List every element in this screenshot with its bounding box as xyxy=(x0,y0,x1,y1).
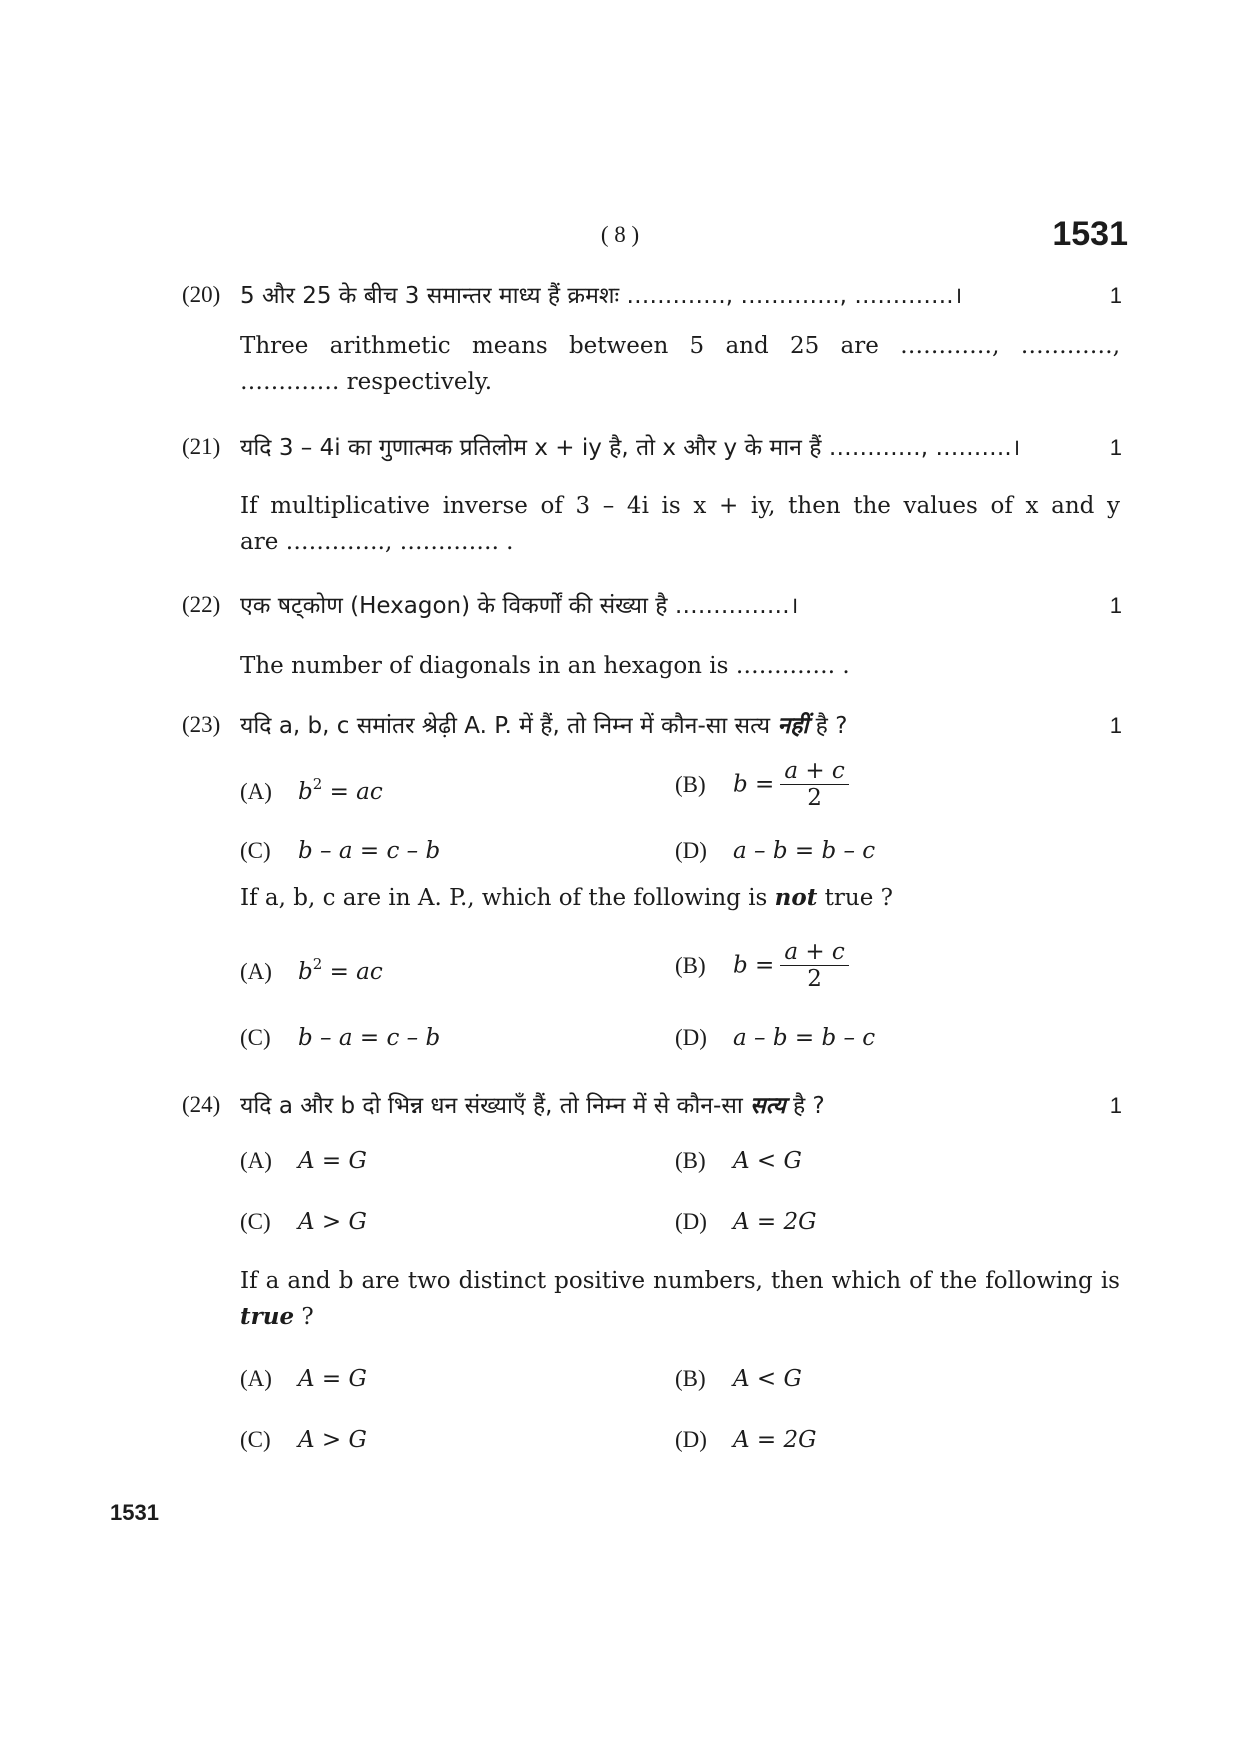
q23-english-emphasis: not xyxy=(774,884,818,911)
q24-english-line-1: If a and b are two distinct positive numbers, then which of the following is xyxy=(240,1268,1120,1294)
q24-hi-option-b: (B) A < G xyxy=(675,1148,802,1174)
q23-hi-option-b: (B) b = $\frac{a + c}{2}$ xyxy=(675,758,849,811)
q24-marks: 1 xyxy=(1109,1093,1122,1118)
q23-hi-option-d: (D) a – b = b – c xyxy=(675,838,876,864)
page-number: ( 8 ) xyxy=(600,222,640,247)
q23-en-option-c: (C) b – a = c – b xyxy=(240,1025,441,1051)
q24-en-option-b: (B) A < G xyxy=(675,1366,802,1392)
q24-hi-option-d: (D) A = 2G xyxy=(675,1209,817,1235)
q23-en-option-a: (A) $b^2$ = ac xyxy=(240,955,383,985)
q23-en-option-d: (D) a – b = b – c xyxy=(675,1025,876,1051)
q23-en-option-b: (B) b = $\frac{a + c}{2}$ xyxy=(675,939,849,992)
q20-hindi-text: 5 और 25 के बीच 3 समान्तर माध्य हैं क्रमशः …………., …………., ………….। xyxy=(240,283,963,309)
q20-english-line-1: Three arithmetic means between 5 and 25 are …………, …………, xyxy=(240,333,1120,359)
paper-code-header: 1531 xyxy=(1052,215,1128,253)
q24-hi-option-a: (A) A = G xyxy=(240,1148,367,1174)
q23-hi-option-c: (C) b – a = c – b xyxy=(240,838,441,864)
q24-hi-option-c: (C) A > G xyxy=(240,1209,367,1235)
question-number-21: (21) xyxy=(182,434,221,459)
q24-en-option-c: (C) A > G xyxy=(240,1427,367,1453)
question-number-23: (23) xyxy=(182,712,221,737)
q24-english-line-2: true ? xyxy=(240,1303,314,1330)
q22-english-text: The number of diagonals in an hexagon is …………. . xyxy=(240,653,850,679)
q21-marks: 1 xyxy=(1109,435,1122,460)
q22-marks: 1 xyxy=(1109,593,1122,618)
q23-marks: 1 xyxy=(1109,713,1122,738)
q22-hindi-text: एक षट्कोण (Hexagon) के विकर्णों की संख्या है ……………। xyxy=(240,593,799,619)
question-number-22: (22) xyxy=(182,592,221,617)
q21-english-line-1: If multiplicative inverse of 3 – 4i is x + iy, then the values of x and y xyxy=(240,493,1120,519)
q23-hi-option-a: (A) $b^2$ = ac xyxy=(240,775,383,805)
q21-hindi-text: यदि 3 – 4i का गुणात्मक प्रतिलोम x + iy है, तो x और y के मान हैं …………, ……….। xyxy=(240,435,1021,461)
q24-hindi-emphasis: सत्य xyxy=(750,1093,786,1119)
question-number-20: (20) xyxy=(182,282,221,307)
q20-english-line-2: …………. respectively. xyxy=(240,369,493,395)
q23-english-text: If a, b, c are in A. P., which of the following is not true ? xyxy=(240,884,893,911)
q23-hindi-text: यदि a, b, c समांतर श्रेढ़ी A. P. में हैं, तो निम्न में कौन-सा सत्य नहीं है ? xyxy=(240,713,848,739)
paper-code-footer: 1531 xyxy=(110,1500,159,1525)
question-number-24: (24) xyxy=(182,1092,221,1117)
q21-english-line-2: are …………., …………. . xyxy=(240,529,514,555)
q23-hindi-emphasis: नहीं xyxy=(777,713,809,739)
q24-en-option-a: (A) A = G xyxy=(240,1366,367,1392)
q24-hindi-text: यदि a और b दो भिन्न धन संख्याएँ हैं, तो निम्न में से कौन-सा सत्य है ? xyxy=(240,1093,825,1119)
q24-en-option-d: (D) A = 2G xyxy=(675,1427,817,1453)
q24-english-emphasis: true xyxy=(240,1303,295,1330)
q20-marks: 1 xyxy=(1109,283,1122,308)
